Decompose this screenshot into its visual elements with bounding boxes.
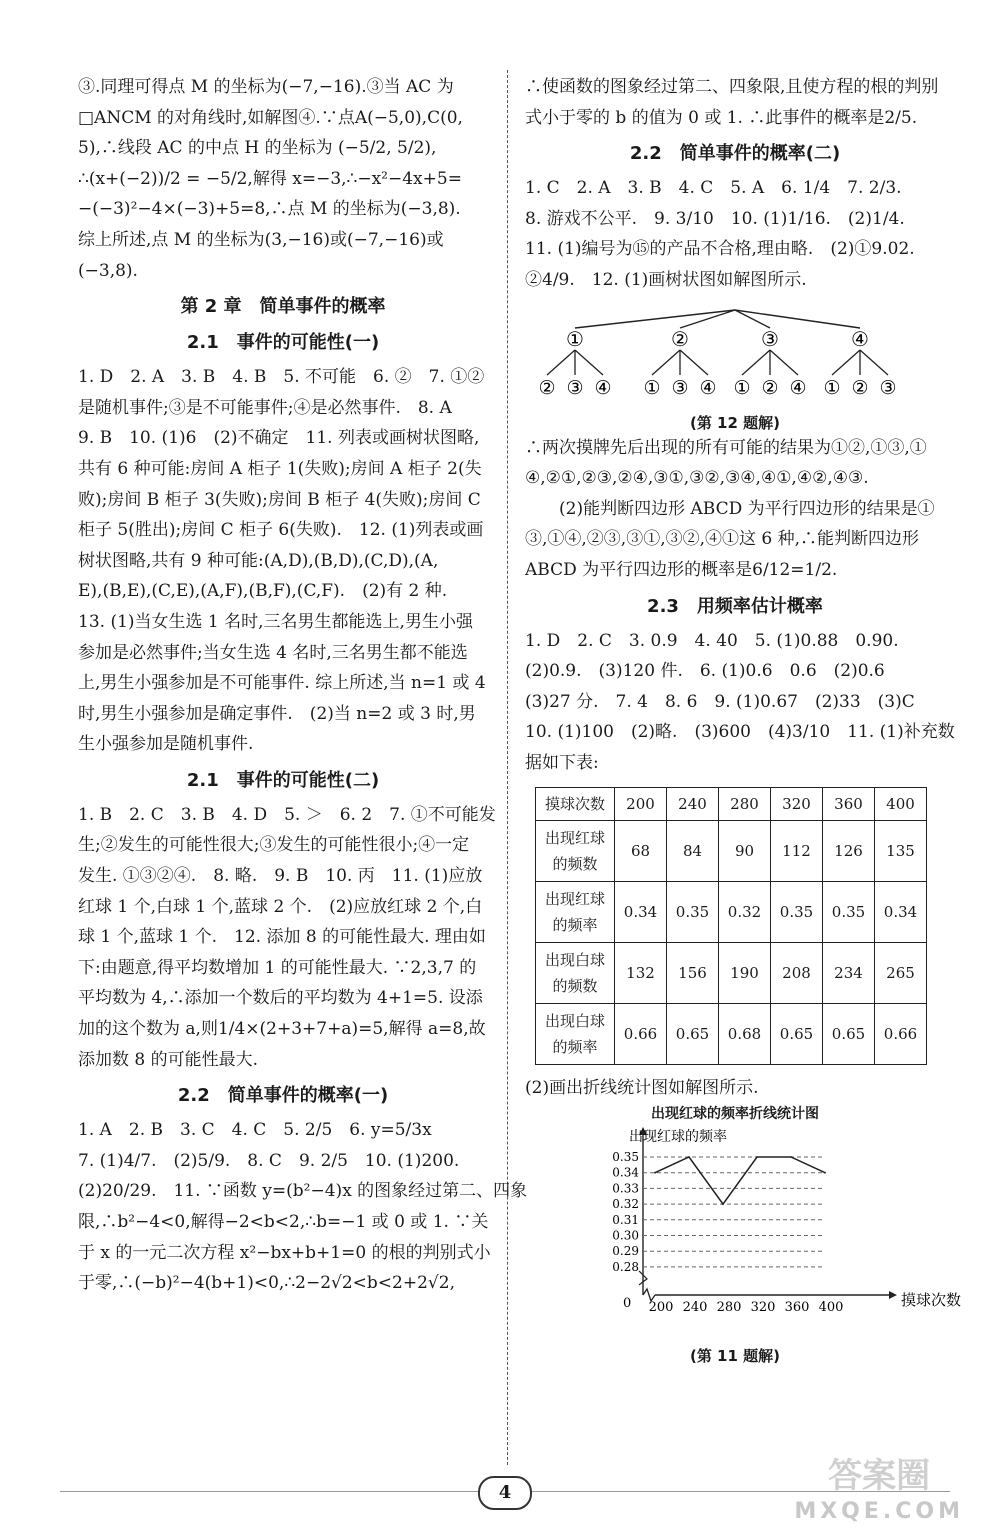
section-heading: 第 2 章 简单事件的概率 xyxy=(180,296,386,318)
table-row-label xyxy=(536,942,615,1003)
tree-branch xyxy=(680,350,708,375)
table-cell: 0.68 xyxy=(719,1003,771,1064)
table-cell: 0.32 xyxy=(719,881,771,942)
right-top-text xyxy=(525,72,945,296)
section-heading: 2.2 简单事件的概率(二) xyxy=(629,143,841,165)
tree-branch xyxy=(742,350,770,375)
x-tick-label: 200 xyxy=(648,1300,674,1316)
table-cell: 0.35 xyxy=(667,881,719,942)
text-line: ABCD 为平行四边形的概率是6/12=1/2. xyxy=(525,559,838,580)
text-line: 7. (1)4/7. (2)5/9. 8. C 9. 2/5 10. (1)200. xyxy=(78,1150,460,1171)
data-point xyxy=(756,1156,758,1158)
text-line: (2)0.9. (3)120 件. 6. (1)0.6 0.6 (2)0.6 xyxy=(525,661,885,682)
y-axis-label: 出现红球的频率 xyxy=(629,1129,727,1146)
tree-leaf-node: ④ xyxy=(699,376,717,399)
row-label-line: 的频率 xyxy=(552,915,598,934)
watermark-sub: MXQE.COM xyxy=(794,1499,964,1524)
text-line: 于零,∴(−b)²−4(b+1)<0,∴2−2√2<b<2+2√2, xyxy=(78,1273,455,1294)
table-cell: 112 xyxy=(771,820,823,881)
table-row-label xyxy=(536,1003,615,1064)
text-line: 球 1 个,蓝球 1 个. 12. 添加 8 的可能性最大. 理由如 xyxy=(78,927,486,948)
text-line: 10. (1)100 (2)略. (3)600 (4)3/10 11. (1)补充数 xyxy=(525,722,955,743)
table-header-cell: 摸球次数 xyxy=(536,787,615,820)
tree-leaf-node: ③ xyxy=(566,376,584,399)
tree-leaf-node: ② xyxy=(538,376,556,399)
left-column xyxy=(78,72,528,1299)
x-axis-label: 摸球次数 xyxy=(901,1291,962,1310)
text-line: 1. B 2. C 3. B 4. D 5. ＞ 6. 2 7. ①不可能发 xyxy=(78,804,496,825)
text-line: 13. (1)当女生选 1 名时,三名男生都能选上,男生小强 xyxy=(78,611,473,632)
data-point xyxy=(722,1203,724,1205)
text-line: ∴两次摸牌先后出现的所有可能的结果为①②,①③,① xyxy=(525,437,927,458)
text-line: 参加是必然事件;当女生选 4 名时,三名男生都不能选 xyxy=(78,642,468,663)
text-line: 式小于零的 b 的值为 0 或 1. ∴此事件的概率是2/5. xyxy=(525,107,918,128)
table-row xyxy=(536,820,927,881)
x-tick-label: 400 xyxy=(818,1300,844,1316)
table-row xyxy=(536,881,927,942)
tree-root-node: ② xyxy=(671,326,689,351)
table-header-cell: 200 xyxy=(615,787,667,820)
text-line: 生小强参加是随机事件. xyxy=(78,734,254,755)
y-tick-label: 0.32 xyxy=(612,1197,639,1212)
row-label-line: 的频数 xyxy=(552,976,598,995)
x-axis-arrow xyxy=(889,1291,897,1299)
tree-root-node: ④ xyxy=(851,326,869,351)
text-line: ②4/9. 12. (1)画树状图如解图所示. xyxy=(525,269,807,290)
text-line: 柜子 5(胜出);房间 C 柜子 6(失败). 12. (1)列表或画 xyxy=(78,520,484,541)
right-mid-text xyxy=(525,433,955,779)
data-point xyxy=(790,1156,792,1158)
text-line: 9. B 10. (1)6 (2)不确定 11. 列表或画树状图略, xyxy=(78,428,480,449)
tree-branch xyxy=(547,350,575,375)
text-line: 1. D 2. C 3. 0.9 4. 40 5. (1)0.88 0.90. xyxy=(525,630,899,651)
watermark xyxy=(794,1458,964,1530)
y-tick-label: 0.33 xyxy=(612,1181,639,1196)
tree-leaf-node: ③ xyxy=(671,376,689,399)
tree-branch xyxy=(575,350,603,375)
text-line: 据如下表: xyxy=(525,752,599,773)
data-line xyxy=(655,1157,825,1204)
text-line: 共有 6 种可能:房间 A 柜子 1(失败);房间 A 柜子 2(失 xyxy=(78,458,482,479)
origin-label: 0 xyxy=(623,1296,632,1312)
table-cell: 0.66 xyxy=(615,1003,667,1064)
tree-leaf-node: ② xyxy=(761,376,779,399)
tree-caption: (第 12 题解) xyxy=(689,413,781,432)
tree-leaf-node: ① xyxy=(643,376,661,399)
text-line: 1. C 2. A 3. B 4. C 5. A 6. 1/4 7. 2/3. xyxy=(525,178,902,199)
page-number: 4 xyxy=(478,1476,532,1510)
text-line: (2)20/29. 11. ∵函数 y=(b²−4)x 的图象经过第二、四象 xyxy=(78,1181,528,1202)
text-line: ③,①④,②③,③①,③②,④①这 6 种,∴能判断四边形 xyxy=(525,529,920,550)
section-heading: 2.2 简单事件的概率(一) xyxy=(177,1085,389,1107)
text-line: ∴使函数的图象经过第二、四象限,且使方程的根的判别 xyxy=(525,77,939,97)
tree-leaf-node: ④ xyxy=(789,376,807,399)
table-cell: 90 xyxy=(719,820,771,881)
text-line: 于 x 的一元二次方程 x²−bx+b+1=0 的根的判别式小 xyxy=(78,1242,491,1263)
text-line: 红球 1 个,白球 1 个,蓝球 2 个. (2)应放红球 2 个,白 xyxy=(78,896,483,917)
tree-root-node: ③ xyxy=(761,326,779,351)
x-tick-label: 320 xyxy=(750,1300,776,1316)
text-line: 平均数为 4,∴添加一个数后的平均数为 4+1=5. 设添 xyxy=(78,988,483,1009)
table-header-cell: 400 xyxy=(875,787,927,820)
section-heading: 2.1 事件的可能性(二) xyxy=(186,769,380,791)
tree-root-node: ① xyxy=(566,326,584,351)
table-header-cell: 360 xyxy=(823,787,875,820)
table-cell: 0.65 xyxy=(667,1003,719,1064)
data-point xyxy=(688,1156,690,1158)
tree-branch xyxy=(860,350,888,375)
right-column xyxy=(525,72,962,1366)
text-line: 1. A 2. B 3. C 4. C 5. 2/5 6. y=5/3x xyxy=(78,1120,432,1141)
row-label-line: 出现红球 xyxy=(544,828,605,847)
data-point xyxy=(824,1172,826,1174)
table-cell: 0.35 xyxy=(823,881,875,942)
text-line: 树状图略,共有 9 种可能:(A,D),(B,D),(C,D),(A, xyxy=(78,550,439,571)
y-tick-label: 0.28 xyxy=(612,1259,639,1274)
table-cell: 234 xyxy=(823,942,875,1003)
text-line: E),(B,E),(C,E),(A,F),(B,F),(C,F). (2)有 2 种. xyxy=(78,581,448,602)
after-table-text: (2)画出折线统计图如解图所示. xyxy=(525,1077,759,1098)
frequency-table xyxy=(535,787,927,1065)
text-line: 下:由题意,得平均数增加 1 的可能性最大. ∵2,3,7 的 xyxy=(78,957,477,978)
text-line: 8. 游戏不公平. 9. 3/10 10. (1)1/16. (2)1/4. xyxy=(525,208,905,229)
text-line: 5),∴线段 AC 的中点 H 的坐标为 (−5/2, 5/2), xyxy=(78,138,437,159)
footer-rule-left xyxy=(60,1491,478,1492)
tree-leaf-node: ④ xyxy=(594,376,612,399)
table-cell: 0.65 xyxy=(823,1003,875,1064)
text-line: 限,∴b²−4<0,解得−2<b<2,∴b=−1 或 0 或 1. ∵关 xyxy=(78,1212,489,1232)
text-line: (3)27 分. 7. 4 8. 6 9. (1)0.67 (2)33 (3)C xyxy=(525,691,915,712)
section-heading: 2.1 事件的可能性(一) xyxy=(186,332,380,354)
text-line: 时,男生小强参加是确定事件. (2)当 n=2 或 3 时,男 xyxy=(78,703,476,724)
column-divider xyxy=(507,70,508,1465)
x-tick-label: 360 xyxy=(784,1300,810,1316)
table-cell: 265 xyxy=(875,942,927,1003)
table-cell: 132 xyxy=(615,942,667,1003)
tree-branch xyxy=(652,350,680,375)
x-tick-label: 240 xyxy=(682,1300,708,1316)
text-line: 加的这个数为 a,则1/4×(2+3+7+a)=5,解得 a=8,故 xyxy=(78,1019,486,1040)
table-cell: 208 xyxy=(771,942,823,1003)
tree-branch xyxy=(832,350,860,375)
row-label-line: 的频率 xyxy=(552,1037,598,1056)
row-label-line: 出现白球 xyxy=(544,1011,605,1030)
chart-caption: (第 11 题解) xyxy=(689,1347,781,1366)
x-tick-label: 280 xyxy=(716,1300,742,1316)
tree-diagram xyxy=(525,302,945,412)
table-cell: 84 xyxy=(667,820,719,881)
text-line: 生;②发生的可能性很大;③发生的可能性很小;④一定 xyxy=(78,835,470,856)
text-line: ∴(x+(−2))/2 = −5/2,解得 x=−3,∴−x²−4x+5= xyxy=(78,168,462,189)
watermark-main: 答案圈 xyxy=(828,1456,931,1496)
table-row xyxy=(536,1003,927,1064)
row-label-line: 出现白球 xyxy=(544,950,605,969)
table-cell: 0.35 xyxy=(771,881,823,942)
text-line: 是随机事件;③是不可能事件;④是必然事件. 8. A xyxy=(78,397,452,418)
table-cell: 190 xyxy=(719,942,771,1003)
text-line: ④,②①,②③,②④,③①,③②,③④,④①,④②,④③. xyxy=(525,468,869,489)
table-header-cell: 320 xyxy=(771,787,823,820)
text-line: 添加数 8 的可能性最大. xyxy=(78,1049,259,1070)
row-label-line: 的频数 xyxy=(552,854,598,873)
tree-leaf-node: ③ xyxy=(879,376,897,399)
tree-leaf-node: ① xyxy=(823,376,841,399)
table-cell: 126 xyxy=(823,820,875,881)
line-chart xyxy=(525,1123,962,1341)
table-header-cell: 240 xyxy=(667,787,719,820)
table-cell: 156 xyxy=(667,942,719,1003)
table-row-label xyxy=(536,881,615,942)
table-cell: 0.34 xyxy=(875,881,927,942)
text-line: −(−3)²−4×(−3)+5=8,∴点 M 的坐标为(−3,8). xyxy=(78,199,461,220)
text-line: 11. (1)编号为⑮的产品不合格,理由略. (2)①9.02. xyxy=(525,239,915,260)
text-line: ③.同理可得点 M 的坐标为(−7,−16).③当 AC 为 xyxy=(78,77,454,97)
table-cell: 0.65 xyxy=(771,1003,823,1064)
y-tick-label: 0.29 xyxy=(612,1244,639,1259)
section-heading: 2.3 用频率估计概率 xyxy=(647,595,823,617)
tree-leaf-node: ② xyxy=(851,376,869,399)
text-line: 败);房间 B 柜子 3(失败);房间 B 柜子 4(失败);房间 C xyxy=(78,489,481,510)
text-line: 综上所述,点 M 的坐标为(3,−16)或(−7,−16)或 xyxy=(78,229,444,250)
y-tick-label: 0.34 xyxy=(612,1165,639,1180)
table-header-row xyxy=(536,787,927,820)
tree-branch xyxy=(575,310,735,328)
text-line: 1. D 2. A 3. B 4. B 5. 不可能 6. ② 7. ①② xyxy=(78,367,485,388)
text-line: (2)能判断四边形 ABCD 为平行四边形的结果是① xyxy=(559,498,935,519)
table-cell: 0.66 xyxy=(875,1003,927,1064)
tree-branch xyxy=(770,350,798,375)
y-tick-label: 0.30 xyxy=(612,1228,639,1243)
row-label-line: 出现红球 xyxy=(544,889,605,908)
table-header-cell: 280 xyxy=(719,787,771,820)
tree-leaf-node: ① xyxy=(733,376,751,399)
chart-title: 出现红球的频率折线统计图 xyxy=(651,1106,819,1123)
table-cell: 68 xyxy=(615,820,667,881)
text-line: (−3,8). xyxy=(78,260,138,281)
table-row-label xyxy=(536,820,615,881)
table-cell: 135 xyxy=(875,820,927,881)
table-cell: 0.34 xyxy=(615,881,667,942)
text-line: □ANCM 的对角线时,如解图④.∵点A(−5,0),C(0, xyxy=(78,107,463,128)
text-line: 上,男生小强参加是不可能事件. 综上所述,当 n=1 或 4 xyxy=(78,673,486,694)
y-tick-label: 0.31 xyxy=(612,1212,639,1227)
text-line: 发生. ①③②④. 8. 略. 9. B 10. 丙 11. (1)应放 xyxy=(78,866,483,887)
table-row xyxy=(536,942,927,1003)
y-tick-label: 0.35 xyxy=(612,1150,639,1165)
data-point xyxy=(654,1172,656,1174)
